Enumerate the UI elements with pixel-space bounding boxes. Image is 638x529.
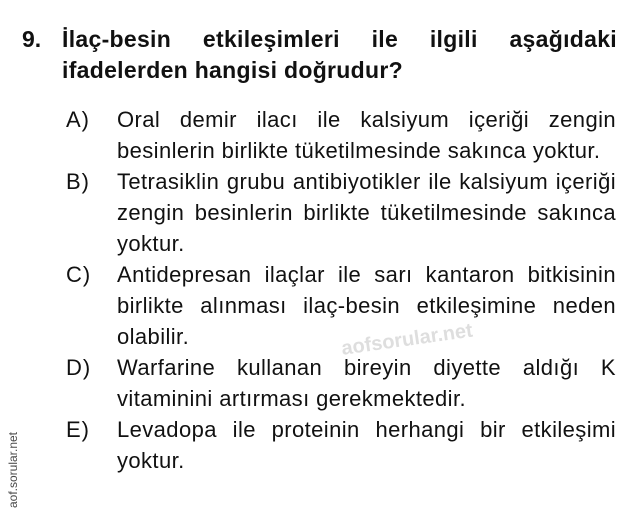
option-text: Oral demir ilacı ile kalsiyum içeriği zengin besinlerin birlikte tüketilmesinde sakınca yoktur. xyxy=(117,107,616,163)
question-number: 9. xyxy=(22,26,42,52)
option-c[interactable] xyxy=(66,259,616,352)
option-b[interactable] xyxy=(66,166,616,259)
side-watermark-text: aof.sorular.net xyxy=(6,431,20,508)
question-block xyxy=(22,24,622,476)
option-letter: E) xyxy=(66,417,90,442)
question-text: İlaç-besin etkileşimleri ile ilgili aşağıdaki ifadelerden hangisi doğrudur? xyxy=(62,26,617,83)
question-header xyxy=(22,24,622,86)
answer-options xyxy=(66,104,616,476)
option-letter: D) xyxy=(66,355,92,380)
option-letter: B) xyxy=(66,169,90,194)
option-text: Warfarine kullanan bireyin diyette aldığı K vitaminini artırması gerekmektedir. xyxy=(117,355,616,411)
option-text: Levadopa ile proteinin herhangi bir etkileşimi yoktur. xyxy=(117,417,616,473)
center-watermark: aofsorular.net xyxy=(340,319,475,360)
option-e[interactable] xyxy=(66,414,616,476)
side-watermark xyxy=(2,412,24,527)
option-text: Tetrasiklin grubu antibiyotikler ile kalsiyum içeriği zengin besinlerin birlikte tüketilmesinde sakınca yoktur. xyxy=(117,169,616,256)
option-d[interactable] xyxy=(66,352,616,414)
option-text: Antidepresan ilaçlar ile sarı kantaron bitkisinin birlikte alınması ilaç-besin etkileşimine neden olabilir. xyxy=(117,262,616,349)
option-letter: A) xyxy=(66,107,90,132)
option-a[interactable] xyxy=(66,104,616,166)
option-letter: C) xyxy=(66,262,92,287)
